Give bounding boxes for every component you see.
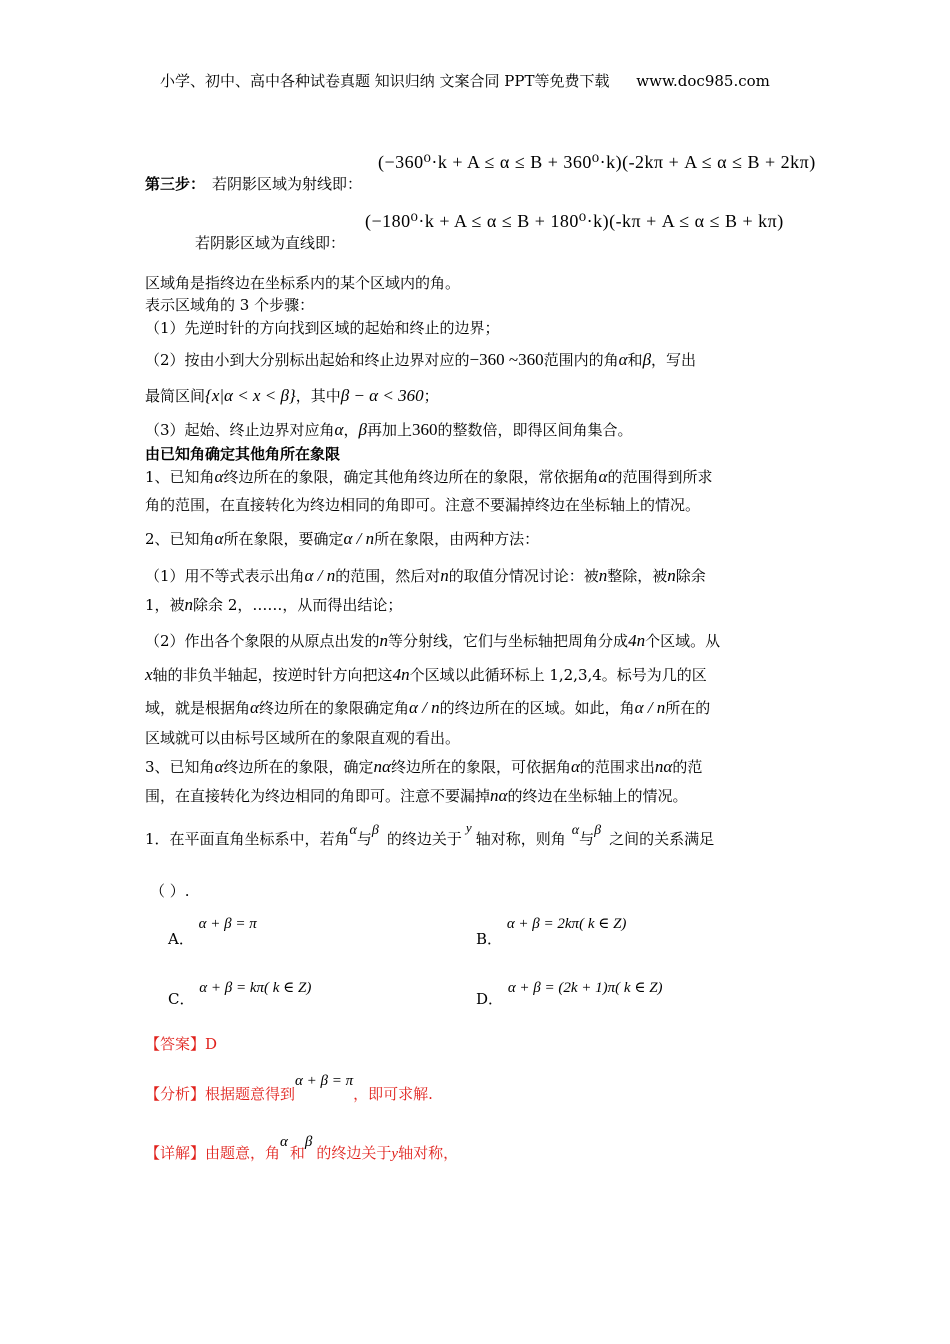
m1e: 除余	[675, 567, 706, 585]
detail-text-3: 轴对称，	[398, 1144, 459, 1162]
question-1	[145, 820, 810, 852]
known-3-cont	[145, 785, 810, 807]
q1-with: 与	[356, 830, 372, 848]
k3e: 的范	[672, 758, 703, 776]
k3b: 终边所在的象限，确定	[223, 758, 374, 776]
alpha-over-n: α / n	[343, 529, 375, 548]
detail-text-2: 的终边关于	[316, 1144, 392, 1162]
s2a: （2）按由小到大分别标出起始和终止边界对应的	[145, 351, 470, 369]
alpha-symbol: α	[214, 529, 224, 548]
analysis-text-end: ，即可求解.	[353, 1085, 433, 1103]
s2-and: 和	[627, 351, 643, 369]
beta-symbol: β	[304, 1134, 313, 1150]
m2i: 所在的	[665, 699, 711, 717]
m1f: 1，被	[145, 596, 185, 614]
m2e: 个区域以此循环标上 1,2,3,4。标号为几的区	[409, 666, 707, 684]
option-b-label: B．	[476, 930, 503, 948]
alpha-over-n: α / n	[634, 698, 666, 717]
beta-symbol: β	[371, 823, 379, 838]
method-2	[145, 630, 810, 652]
alpha-over-n: α / n	[304, 566, 336, 585]
n-symbol: n	[598, 566, 608, 585]
s2c: ，写出	[651, 351, 697, 369]
header-site[interactable]: www.doc985.com	[636, 72, 770, 90]
option-a-label: A．	[168, 930, 194, 948]
n-alpha-symbol: nα	[373, 757, 391, 776]
analysis-line	[145, 1073, 433, 1104]
k3c: 终边所在的象限，可依据角	[390, 758, 571, 776]
beta-symbol: β	[642, 350, 652, 369]
option-c[interactable]	[168, 976, 312, 1008]
x-symbol: x	[145, 665, 153, 684]
alpha-symbol: α	[214, 757, 224, 776]
4n-symbol: 4n	[628, 631, 646, 650]
region-step1: （1）先逆时针的方向找到区域的起始和终止的边界；	[145, 319, 500, 337]
beta-symbol: β	[358, 420, 367, 439]
analysis-text: 根据题意得到	[205, 1085, 296, 1103]
option-c-label: C．	[168, 990, 195, 1008]
answer-line	[145, 1033, 217, 1054]
s2f: ；	[423, 387, 439, 405]
region-p2: 表示区域角的 3 个步骤：	[145, 296, 315, 314]
s3b: 再加上	[366, 421, 412, 439]
step3-ray-text: 若阴影区域为射线即：	[212, 175, 363, 193]
known-1-cont: 角的范围，在直接转化为终边相同的角即可。注意不要漏掉终边在坐标轴上的情况。	[145, 496, 701, 514]
n-alpha-symbol: nα	[654, 757, 673, 776]
step3-ray-formula: (−360⁰·k + A ≤ α ≤ B + 360⁰·k)(-2kπ + A ≤ α ≤ B + 2kπ)	[378, 152, 816, 172]
known-3	[145, 756, 810, 778]
q1-with2: 与	[579, 830, 595, 848]
page-header	[160, 70, 770, 91]
known-2	[145, 528, 810, 550]
y-symbol: y	[465, 820, 472, 835]
answer-value: D	[205, 1035, 218, 1053]
step3-line-formula: (−180⁰·k + A ≤ α ≤ B + 180⁰·k)(-kπ + A ≤ α ≤ B + kπ)	[365, 211, 784, 231]
4n-symbol: 4n	[392, 665, 410, 684]
alpha-symbol: α	[214, 467, 224, 486]
step3-line-text: 若阴影区域为直线即：	[195, 234, 346, 252]
m1a: （1）用不等式表示出角	[145, 567, 305, 585]
alpha-symbol: α	[598, 467, 608, 486]
s2d: 最简区间	[145, 387, 206, 405]
k1b: 终边所在的象限，确定其他角终边所在的象限，常依据角	[223, 468, 599, 486]
method-1-cont	[145, 594, 810, 616]
m1c: 的取值分情况讨论：被	[448, 567, 599, 585]
s3a: （3）起始、终止边界对应角	[145, 421, 335, 439]
detail-and: 和	[289, 1144, 305, 1162]
q1b: 的终边关于	[386, 830, 462, 848]
region-p1: 区域角是指终边在坐标系内的某个区域内的角。	[145, 274, 461, 292]
k2b: 所在象限，要确定	[223, 530, 344, 548]
detail-text: 由题意，角	[205, 1144, 281, 1162]
option-a[interactable]	[168, 912, 257, 948]
step3-label: 第三步：	[145, 175, 206, 193]
s2b: 范围内的角	[543, 351, 619, 369]
y-symbol: y	[391, 1146, 399, 1162]
s3c: 的整数倍，即得区间角集合。	[437, 421, 633, 439]
alpha-symbol: α	[280, 1134, 288, 1150]
alpha-symbol: α	[570, 757, 580, 776]
detail-line	[145, 1134, 459, 1163]
method-2-cont2	[145, 697, 810, 719]
k2c: 所在象限，由两种方法：	[374, 530, 540, 548]
method-2-cont3: 区域就可以由标号区域所在的象限直观的看出。	[145, 729, 461, 747]
s3-num: 360	[411, 420, 438, 439]
analysis-tag: 【分析】	[145, 1085, 206, 1103]
m1b: 的范围，然后对	[335, 567, 441, 585]
m2c: 个区域。从	[645, 632, 721, 650]
option-b[interactable]	[476, 912, 627, 948]
k3a: 3、已知角	[145, 758, 215, 776]
k3g: 的终边在坐标轴上的情况。	[507, 787, 688, 805]
n-alpha-symbol: nα	[490, 786, 508, 805]
q1d: 之间的关系满足	[609, 830, 715, 848]
s3-comma: ，	[343, 421, 359, 439]
method-1	[145, 565, 810, 587]
known-title: 由已知角确定其他角所在象限	[145, 445, 341, 463]
alpha-symbol: α	[334, 420, 344, 439]
question-paren: （ ）.	[150, 882, 190, 900]
alpha-symbol: α	[571, 823, 580, 838]
m2d: 轴的非负半轴起，按逆时针方向把这	[152, 666, 393, 684]
k3f: 围，在直接转化为终边相同的角即可。注意不要漏掉	[145, 787, 491, 805]
n-symbol: n	[667, 566, 676, 585]
alpha-symbol: α	[618, 350, 628, 369]
detail-tag: 【详解】	[145, 1144, 206, 1162]
region-step2	[145, 349, 810, 371]
known-1	[145, 466, 810, 488]
m2f: 域，就是根据角	[145, 699, 251, 717]
k1a: 1、已知角	[145, 468, 215, 486]
header-text: 小学、初中、高中各种试卷真题 知识归纳 文案合同 PPT等免费下载	[160, 72, 610, 90]
option-c-formula: α + β = kπ( k ∈ Z)	[199, 980, 312, 996]
s2-range: −360 ~360	[469, 350, 544, 369]
answer-tag: 【答案】	[145, 1035, 206, 1053]
s2e: ，其中	[295, 387, 341, 405]
m1g: 除余 2，……，从而得出结论；	[193, 596, 403, 614]
method-2-cont	[145, 664, 810, 686]
option-d[interactable]	[476, 976, 663, 1008]
option-d-label: D．	[476, 990, 504, 1008]
m2b: 等分射线，它们与坐标轴把周角分成	[388, 632, 629, 650]
q1c: 轴对称，则角	[475, 830, 566, 848]
s2-set: {x|α < x < β}	[205, 386, 296, 405]
n-symbol: n	[379, 631, 389, 650]
analysis-formula: α + β = π	[295, 1073, 354, 1089]
option-d-formula: α + β = (2k + 1)π( k ∈ Z)	[507, 980, 663, 996]
q1a: 1．在平面直角坐标系中，若角	[145, 830, 350, 848]
n-symbol: n	[440, 566, 449, 585]
option-a-formula: α + β = π	[198, 916, 257, 932]
m2h: 的终边所在的区域。如此，角	[439, 699, 635, 717]
alpha-symbol: α	[349, 823, 357, 838]
k3d: 的范围求出	[579, 758, 655, 776]
beta-symbol: β	[594, 823, 602, 838]
option-b-formula: α + β = 2kπ( k ∈ Z)	[506, 916, 627, 932]
n-symbol: n	[184, 595, 194, 614]
region-step2-cont	[145, 385, 810, 407]
alpha-symbol: α	[250, 698, 259, 717]
k1c: 的范围得到所求	[607, 468, 713, 486]
m2g: 终边所在的象限确定角	[258, 699, 409, 717]
alpha-over-n: α / n	[408, 698, 440, 717]
region-step3	[145, 419, 810, 441]
m1d: 整除，被	[607, 567, 668, 585]
s2-cond: β − α < 360	[340, 386, 424, 405]
m2a: （2）作出各个象限的从原点出发的	[145, 632, 380, 650]
k2a: 2、已知角	[145, 530, 215, 548]
